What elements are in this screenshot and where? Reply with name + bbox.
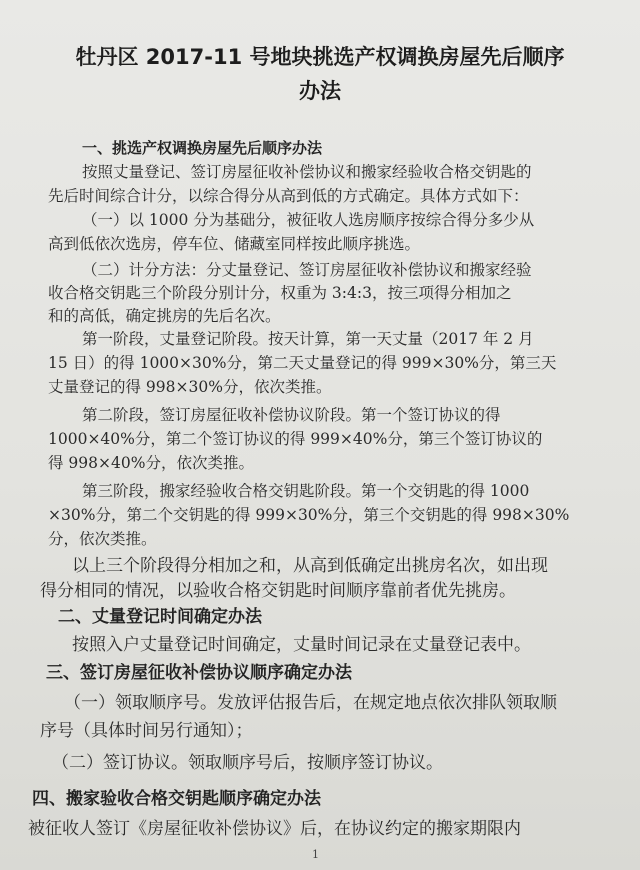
document-title-continued: 办法 [299,79,341,103]
body-line: 得 998×40%分，依次类推。 [48,454,254,472]
body-line: （二）签订协议。领取顺序号后，按顺序签订协议。 [52,753,443,773]
body-line: 15 日）的得 1000×30%分，第二天丈量登记的得 999×30%分，第三天 [48,354,557,372]
document-title: 牡丹区 2017-11 号地块挑选产权调换房屋先后顺序 [75,45,565,69]
section-heading-1: 一、挑选产权调换房屋先后顺序办法 [82,139,323,157]
body-line: 分，依次类推。 [48,530,157,548]
body-line: 第三阶段，搬家经验收合格交钥匙阶段。第一个交钥匙的得 1000 [82,482,530,500]
section-heading-2: 二、丈量登记时间确定办法 [58,607,262,627]
body-line: 被征收人签订《房屋征收补偿协议》后，在协议约定的搬家期限内 [28,819,521,839]
body-line: （一）以 1000 分为基础分，被征收人选房顺序按综合得分多少从 [82,211,535,229]
body-line: 第一阶段，丈量登记阶段。按天计算，第一天丈量（2017 年 2 月 [82,330,534,348]
body-line: ×30%分，第二个交钥匙的得 999×30%分，第三个交钥匙的得 998×30% [48,506,570,524]
body-line: 序号（具体时间另行通知）； [40,721,253,741]
body-line: 第二阶段，签订房屋征收补偿协议阶段。第一个签订协议的得 [82,406,501,424]
body-line: （二）计分方法：分丈量登记、签订房屋征收补偿协议和搬家经验 [82,261,532,279]
body-line: （一）领取顺序号。发放评估报告后，在规定地点依次排队领取顺 [64,693,557,713]
body-line: 高到低依次选房，停车位、储藏室同样按此顺序挑选。 [48,235,421,253]
body-line: 丈量登记的得 998×30%分，依次类推。 [48,378,332,396]
section-heading-3: 三、签订房屋征收补偿协议顺序确定办法 [46,663,352,683]
page-number: 1 [312,848,319,861]
body-line: 和的高低，确定挑房的先后名次。 [48,307,281,325]
body-line: 收合格交钥匙三个阶段分别计分，权重为 3:4:3，按三项得分相加之 [48,284,512,302]
body-line: 先后时间综合计分，以综合得分从高到低的方式确定。具体方式如下： [48,187,529,205]
body-line: 得分相同的情况，以验收合格交钥匙时间顺序靠前者优先挑房。 [40,581,516,601]
body-line: 按照丈量登记、签订房屋征收补偿协议和搬家经验收合格交钥匙的 [82,163,532,181]
body-line: 1000×40%分，第二个签订协议的得 999×40%分，第三个签订协议的 [48,430,543,448]
body-line: 以上三个阶段得分相加之和，从高到低确定出挑房名次，如出现 [72,556,548,576]
section-heading-4: 四、搬家验收合格交钥匙顺序确定办法 [32,789,321,809]
body-line: 按照入户丈量登记时间确定，丈量时间记录在丈量登记表中。 [72,635,531,655]
